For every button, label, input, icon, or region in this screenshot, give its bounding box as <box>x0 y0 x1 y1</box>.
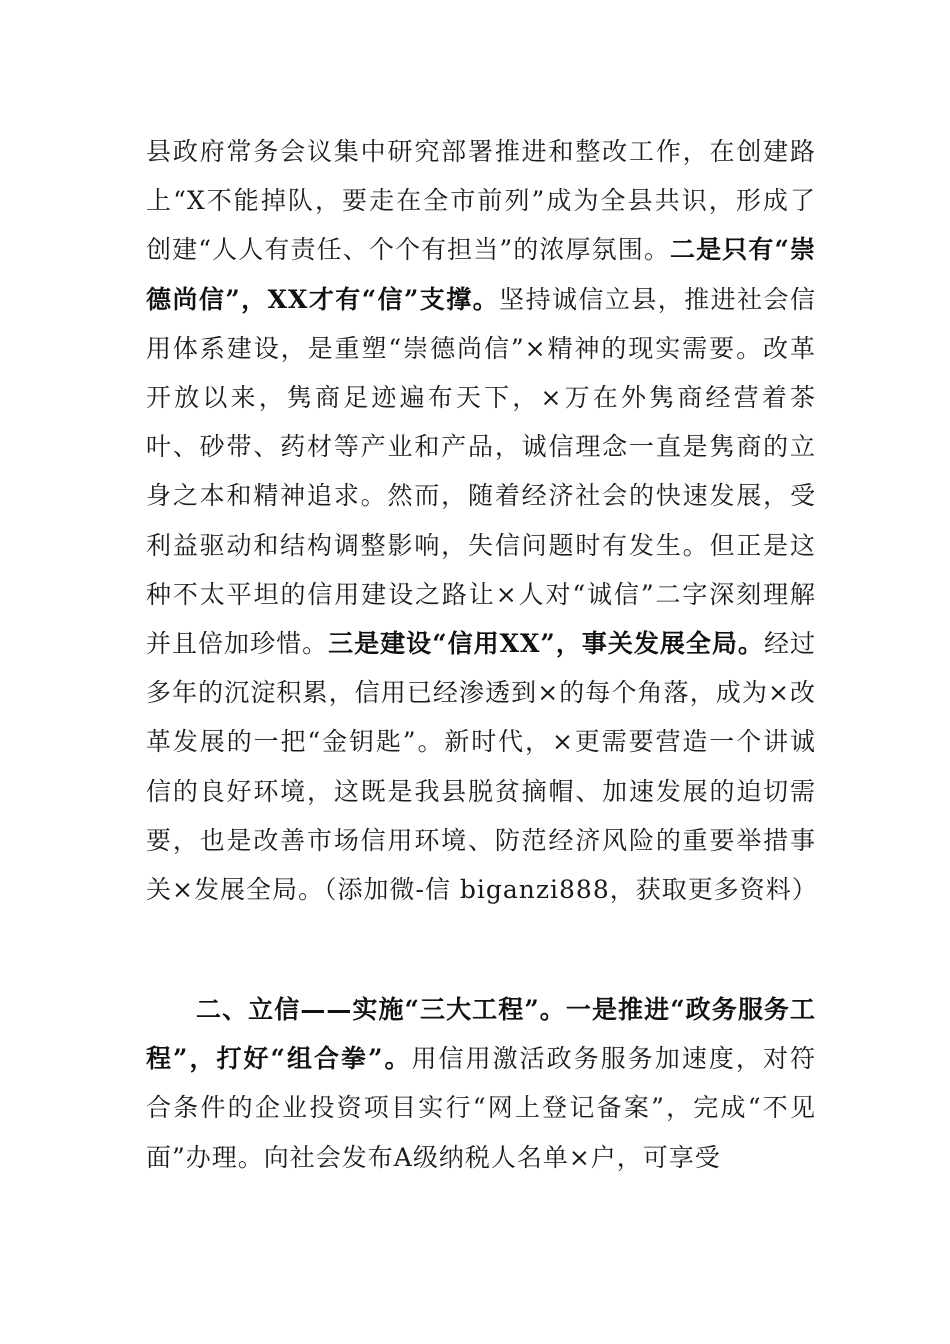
text-segment: 经过多年的沉淀积累，信用已经渗透到×的每个角落，成为×改革发展的一把“金钥匙”。新时代，×更需要营造一个讲诚信的良好环境，这既是我县脱贫摘帽、加速发展的迫切需要，也是改善市场信用环境、防范经济风险的重要举措事关×发展全局。（添加微-信 biganzi888，获取更多资料） <box>146 629 818 905</box>
text-segment: 县政府常务会议集中研究部署推进和整改工作，在创建路上“X不能掉队，要走在全市前列”成为全县共识，形成了创建“人人有责任、个个有担当”的浓厚氛围。 <box>146 137 816 265</box>
paragraph <box>146 127 816 914</box>
bold-heading-segment: 三是建设“信用XX”，事关发展全局。 <box>328 629 764 659</box>
body-text-block <box>146 127 816 914</box>
text-segment: 用信用激活政务服务加速度，对符合条件的企业投资项目实行“网上登记备案”，完成“不见面”办理。向社会发布A级纳税人名单×户，可享受 <box>146 1044 816 1172</box>
bold-heading-segment: 二、立信——实施“三大工程”。一是推进“政务服务工程”，打好“组合拳”。 <box>146 995 816 1074</box>
bold-heading-segment: 二是只有“崇德尚信”，XX才有“信”支撑。 <box>146 235 816 314</box>
paragraph <box>146 985 816 1182</box>
body-text-block <box>146 985 816 1182</box>
text-segment: 坚持诚信立县，推进社会信用体系建设，是重塑“崇德尚信”×精神的现实需要。改革开放以来，隽商足迹遍布天下，×万在外隽商经营着茶叶、砂带、药材等产业和产品，诚信理念一直是隽商的立身之本和精神追求。然而，随着经济社会的快速发展，受利益驱动和结构调整影响，失信问题时有发生。但正是这种不太平坦的信用建设之路让×人对“诚信”二字深刻理解并且倍加珍惜。 <box>146 284 816 659</box>
